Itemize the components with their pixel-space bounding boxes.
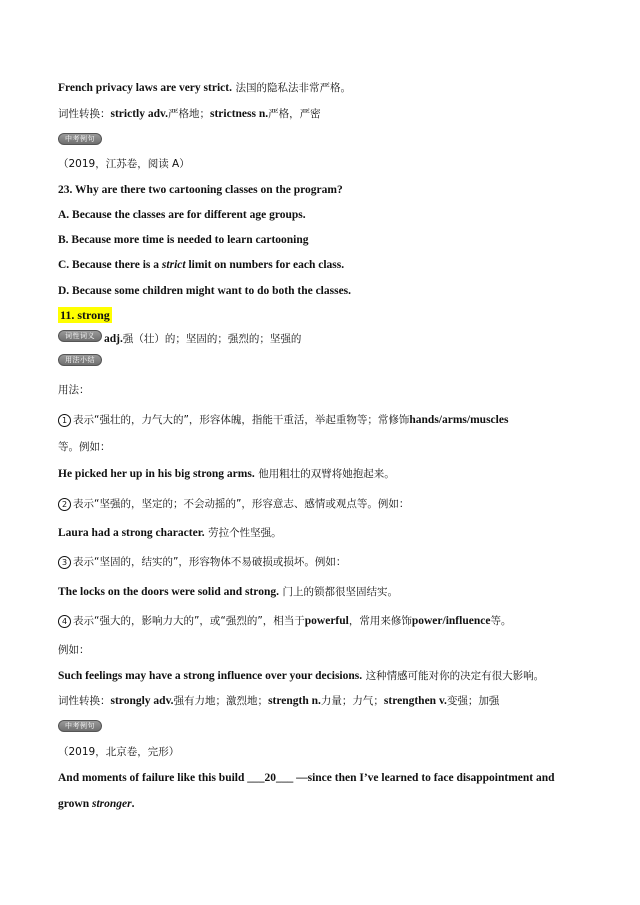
cloze-italic: stronger	[91, 798, 132, 810]
option-c-text-end: limit on numbers for each class.	[185, 259, 345, 271]
badge-label: 中考例句	[65, 722, 95, 730]
example-english: Such feelings may have a strong influence over your decisions.	[58, 670, 363, 682]
circled-number-icon: 2	[58, 498, 71, 511]
conversion-word-1: strictly adv.	[110, 108, 168, 120]
example-english: Laura had a strong character.	[58, 527, 205, 539]
source-text: （2019，江苏卷，阅读 A）	[58, 158, 190, 170]
conversion-word-2: strictness n.	[210, 108, 269, 120]
usage-english: power/influence	[411, 615, 491, 627]
usage-english: hands/arms/muscles	[409, 414, 509, 426]
usage-label	[58, 382, 600, 398]
option-c-italic: strict	[161, 259, 186, 271]
example-chinese: 他用粗壮的双臂将她抱起来。	[258, 468, 395, 480]
usage-text: 表示“强壮的，力气大的”，形容体魄，指能干重活，举起重物等；常修饰	[73, 414, 410, 426]
circled-number-icon: 1	[58, 414, 71, 427]
cloze-sentence-line-1: And moments of failure like this build ___20___ —since then I’ve learned to face disappointment and	[58, 772, 555, 784]
word-heading	[58, 307, 600, 324]
conversion-word-1: strongly adv.	[110, 695, 174, 707]
circled-number-icon: 3	[58, 556, 71, 569]
exam-source-2	[58, 744, 600, 760]
usage-text: 例如：	[58, 644, 90, 656]
usage-text: 表示“坚固的，结实的”，形容物体不易破损或损坏。例如：	[73, 556, 347, 568]
conversion-meaning-2: 力量；力气；	[320, 695, 384, 707]
usage-3	[58, 554, 600, 570]
option-d: D. Because some children might want to do both the classes.	[58, 285, 352, 297]
example-english: He picked her up in his big strong arms.	[58, 468, 255, 480]
usage-2	[58, 496, 600, 512]
usage-1	[58, 412, 600, 428]
example-chinese: 这种情感可能对你的决定有很大影响。	[365, 670, 545, 682]
usage-text: 表示“强大的，影响力大的”，或“强烈的”，相当于	[73, 615, 305, 627]
conversion-meaning-1: 强有力地；激烈地；	[173, 695, 269, 707]
example-3	[58, 584, 600, 600]
pos-abbrev: adj.	[104, 333, 123, 345]
badge-label: 中考例句	[65, 135, 95, 143]
usage-1-cont	[58, 439, 600, 455]
exam-source-1	[58, 156, 600, 172]
conversion-label: 词性转换：	[58, 108, 111, 120]
example-4	[58, 668, 600, 684]
circled-number-icon: 4	[58, 615, 71, 628]
option-a: A. Because the classes are for different age groups.	[58, 209, 306, 221]
conversion-meaning-3: 变强；加强	[446, 695, 500, 707]
example-chinese: 门上的锁都很坚固结实。	[282, 586, 398, 598]
example-2	[58, 525, 600, 541]
pos-meaning: 强（壮）的；坚固的；强烈的；坚强的	[122, 333, 302, 345]
cloze-text-end: .	[131, 798, 135, 810]
part-of-speech-badge	[58, 330, 102, 342]
usage-4	[58, 613, 600, 629]
badge-label: 用法小结	[65, 356, 95, 364]
example-1	[58, 466, 600, 482]
example-english: The locks on the doors were solid and strong.	[58, 586, 279, 598]
usage-text: 等。例如：	[58, 441, 111, 453]
source-text: （2019，北京卷，完形）	[58, 746, 180, 758]
word-heading-text: 11. strong	[60, 308, 110, 322]
part-of-speech-line	[104, 331, 600, 347]
usage-text: 表示“坚强的，坚定的；不会动摇的”，形容意志、感情或观点等。例如：	[73, 498, 410, 510]
usage-text: ，常用来修饰	[348, 615, 412, 627]
option-c-text: C. Because there is a	[58, 259, 162, 271]
conversion-word-2: strength n.	[268, 695, 321, 707]
cloze-text: grown	[58, 798, 92, 810]
conversion-label: 词性转换：	[58, 695, 111, 707]
word-form-conversion-strict	[58, 106, 600, 122]
exam-example-badge-2	[58, 720, 102, 732]
usage-4-cont	[58, 642, 600, 658]
question-23: 23. Why are there two cartooning classes on the program?	[58, 184, 343, 196]
example-english: French privacy laws are very strict.	[58, 82, 232, 94]
conversion-meaning-1: 严格地；	[168, 108, 210, 120]
badge-label: 词性词义	[65, 332, 95, 340]
usage-summary-badge	[58, 354, 102, 366]
option-b: B. Because more time is needed to learn cartooning	[58, 234, 309, 246]
usage-text: 等。	[490, 615, 512, 627]
word-form-conversion-strong	[58, 693, 600, 709]
exam-example-badge	[58, 133, 102, 145]
usage-english: powerful	[304, 615, 349, 627]
cloze-sentence-line-2	[58, 796, 600, 812]
example-sentence-strict	[58, 80, 600, 96]
example-chinese: 劳拉个性坚强。	[208, 527, 282, 539]
conversion-word-3: strengthen v.	[383, 695, 447, 707]
conversion-meaning-2: 严格，严密	[268, 108, 321, 120]
option-c	[58, 257, 600, 273]
example-chinese: 法国的隐私法非常严格。	[235, 82, 351, 94]
usage-label-text: 用法：	[58, 384, 90, 396]
